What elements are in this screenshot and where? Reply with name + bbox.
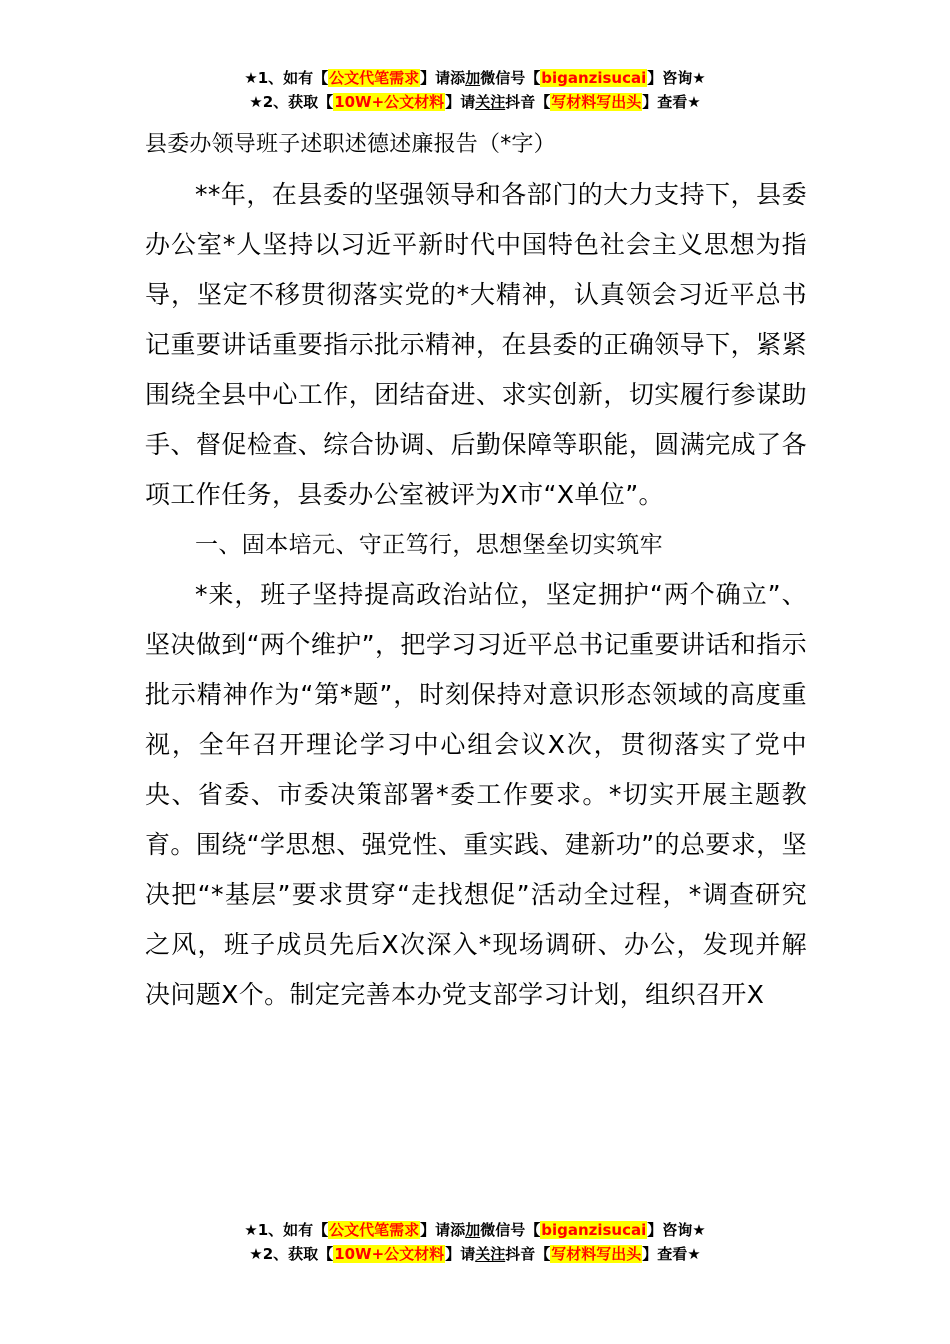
promo-text: ★1、如有【 [244,69,329,87]
paragraph-intro: **年，在县委的坚强领导和各部门的大力支持下，县委办公室*人坚持以习近平新时代中国特色社会主义思想为指导，坚定不移贯彻落实党的*大精神，认真领会习近平总书记重要讲话重要指示批示精神，在县委的正确领导下，紧紧围绕全县中心工作，团结奋进、求实创新，切实履行参谋助手、督促检查、综合协调、后勤保障等职能，圆满完成了各项工作任务，县委办公室被评为X市“X单位”。 [145,180,807,509]
promo-text: 抖音【 [505,93,551,111]
promo-line-1 [0,66,950,90]
douyin-account-highlight: 写材料写出头 [551,1245,642,1263]
promo-text: 】查看★ [642,93,701,111]
promo-line-1 [0,1218,950,1242]
paragraph-section-1: *来，班子坚持提高政治站位，坚定拥护“两个确立”、坚决做到“两个维护”，把学习习近平总书记重要讲话和指示批示精神作为“第*题”，时刻保持对意识形态领域的高度重视，全年召开理论学习中心组会议X次，贯彻落实了党中央、省委、市委决策部署*委工作要求。*切实开展主题教育。围绕“学思想、强党性、重实践、建新功”的总要求，坚决把“*基层”要求贯穿“走找想促”活动全过程，*调查研究之风，班子成员先后X次深入*现场调研、办公，发现并解决问题X个。制定完善本办党支部学习计划，组织召开X [145,580,807,1009]
promo-banner-bottom [0,1218,950,1266]
promo-text: ★2、获取【 [249,93,334,111]
promo-text: 】查看★ [642,1245,701,1263]
promo-text: 】请 [445,93,476,111]
promo-text: 】咨询★ [647,1221,706,1239]
douyin-account-highlight: 写材料写出头 [551,93,642,111]
promo-text: 微信号【 [480,69,541,87]
promo-underline: 加 [465,69,481,87]
promo-highlight: 公文代笔需求 [329,1221,420,1239]
promo-highlight: 10W+公文材料 [334,1245,445,1263]
promo-text: 抖音【 [505,1245,551,1263]
promo-underline: 关注 [475,1245,506,1263]
promo-text: 】请添 [420,69,466,87]
promo-text: ★2、获取【 [249,1245,334,1263]
document-title: 县委办领导班子述职述德述廉报告（*字） [145,132,556,157]
promo-highlight: 10W+公文材料 [334,93,445,111]
promo-line-2 [0,90,950,114]
promo-underline: 加 [465,1221,481,1239]
promo-underline: 关注 [475,93,506,111]
promo-text: ★1、如有【 [244,1221,329,1239]
promo-text: 】请 [445,1245,476,1263]
promo-highlight: 公文代笔需求 [329,69,420,87]
promo-text: 】咨询★ [647,69,706,87]
wechat-id-highlight: biganzisucai [541,69,647,87]
section-heading-1: 一、固本培元、守正笃行，思想堡垒切实筑牢 [195,532,663,558]
promo-text: 微信号【 [480,1221,541,1239]
wechat-id-highlight: biganzisucai [541,1221,647,1239]
promo-text: 】请添 [420,1221,466,1239]
promo-line-2 [0,1242,950,1266]
promo-banner-top [0,66,950,114]
document-body [145,170,807,1020]
